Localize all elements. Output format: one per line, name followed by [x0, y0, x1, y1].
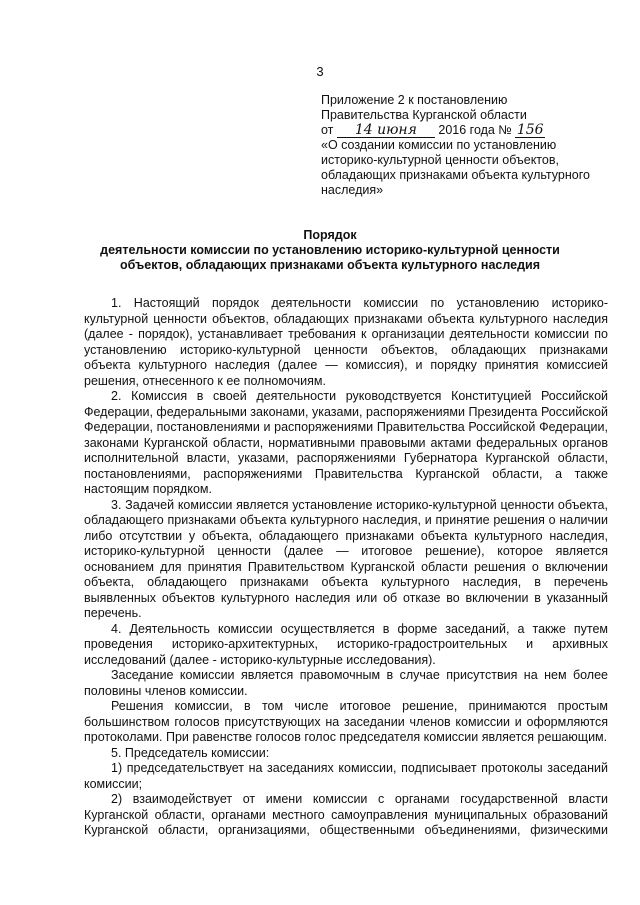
appendix-line-1: Приложение 2 к постановлению [321, 93, 508, 107]
paragraph: Заседание комиссии является правомочным в случае присутствия на нем более половины членов комиссии. [84, 668, 608, 698]
appendix-subject-line: обладающих признаками объекта культурного [321, 168, 590, 182]
title-line-1: Порядок [303, 228, 357, 242]
paragraph: 1. Настоящий порядок деятельности комиссии по установлению историко-культурной ценности объектов, обладающих признаками объекта культурного наследия (далее - порядок), устанавливает требования к организации деятельности комиссии по установлению историко-культурной ценности объектов, обладающих признаками объекта культурного наследия (далее — комиссия), и порядку принятия комиссией решения, отнесенного к ее полномочиям. [84, 296, 608, 388]
year-text: 2016 года № [438, 123, 512, 137]
document-body [84, 296, 608, 839]
paragraph: Решения комиссии, в том числе итоговое решение, принимаются простым большинством голосов присутствующих на заседании членов комиссии и оформляются протоколами. При равенстве голосов голос председателя комиссии является решающим. [84, 699, 608, 744]
title-line-2: деятельности комиссии по установлению историко-культурной ценности [100, 243, 560, 257]
appendix-subject-line: историко-культурной ценности объектов, [321, 153, 559, 167]
handwritten-date: 14 июня [337, 124, 435, 138]
paragraph: 4. Деятельность комиссии осуществляется в форме заседаний, а также путем проведения историко-архитектурных, историко-градостроительных и архивных исследований (далее - историко-культурные исследования). [84, 621, 608, 667]
appendix-subject-line: наследия» [321, 183, 384, 197]
paragraph: 2. Комиссия в своей деятельности руководствуется Конституцией Российской Федерации, федеральными законами, указами, распоряжениями Президента Российской Федерации, постановлениями и распоряжениями Правительства Российской Федерации, законами Курганской области, нормативными правовыми актами федеральных органов исполнительной власти, указами, распоряжениями Губернатора Курганской области, постановлениями, распоряжениями Правительства Курганской области, а также настоящим порядком. [84, 389, 608, 496]
paragraph: 1) председательствует на заседаниях комиссии, подписывает протоколы заседаний комиссии; [84, 761, 608, 791]
handwritten-number: 156 [516, 122, 544, 138]
page-number: 3 [316, 64, 324, 79]
title-line-3: объектов, обладающих признаками объекта культурного наследия [119, 258, 540, 272]
paragraph: 5. Председатель комиссии: [111, 745, 270, 760]
appendix-subject-line: «О создании комиссии по установлению [321, 138, 557, 152]
appendix-header [321, 93, 621, 198]
appendix-line-2: Правительства Курганской области [321, 108, 527, 122]
document-title [40, 228, 620, 273]
paragraph: 3. Задачей комиссии является установление историко-культурной ценности объекта, обладающего признаками объекта культурного наследия, и принятие решения о наличии либо отсутствии у объекта, обладающего признаками объекта культурного наследия, историко-культурной ценности (далее — итоговое решение), которое является основанием для принятия Правительством Курганской области решения о включении объекта, обладающего признаками объекта культурного наследия, в перечень выявленных объектов культурного наследия или об отказе во включении в указанный перечень. [84, 497, 608, 620]
date-prefix: от [321, 123, 334, 137]
appendix-date-line [321, 123, 621, 138]
paragraph: 2) взаимодействует от имени комиссии с органами государственной власти Курганской области, органами местного самоуправления муниципальных образований Курганской области, организациями, общественными объединениями, физическими [84, 792, 608, 837]
